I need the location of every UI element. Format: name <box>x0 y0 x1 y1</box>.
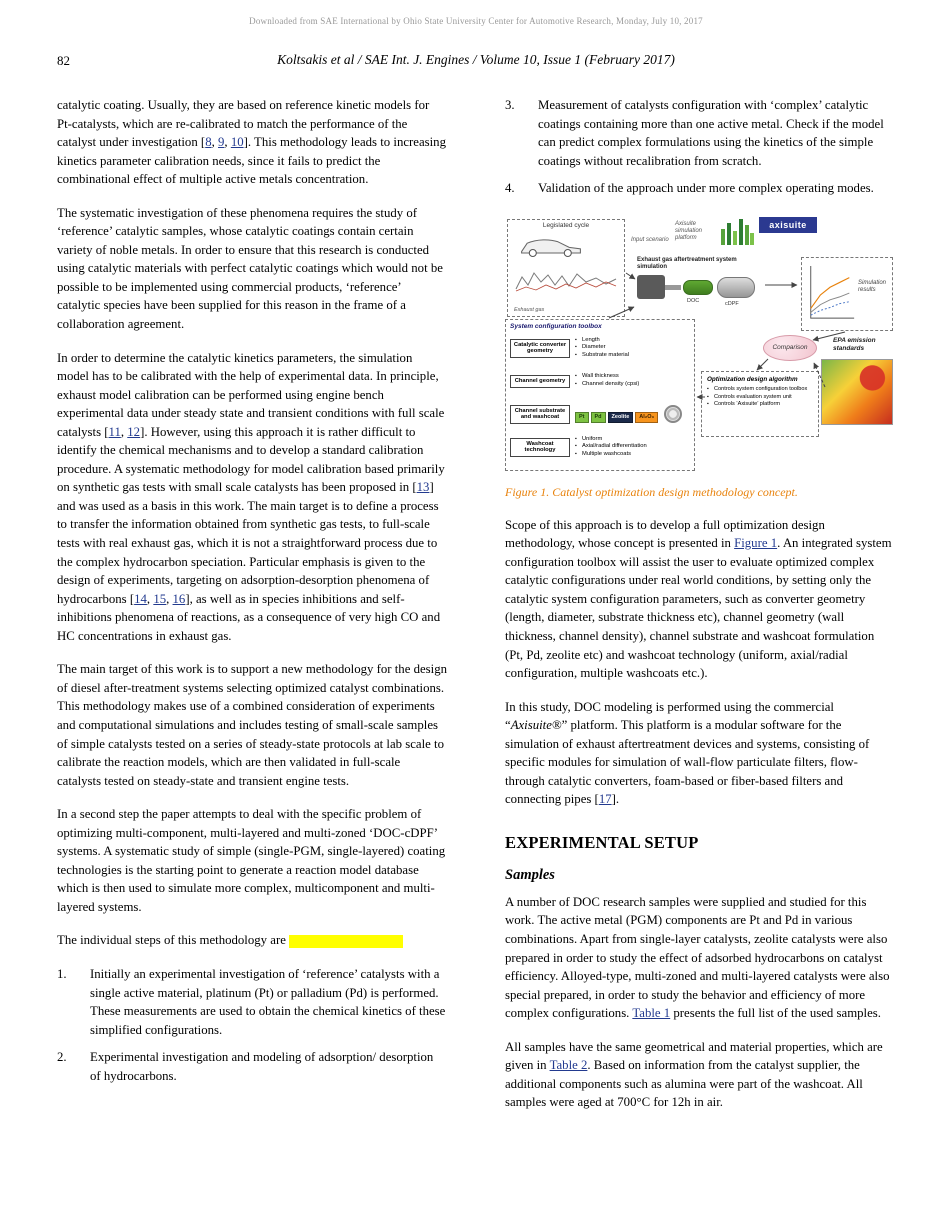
car-icon <box>516 232 586 260</box>
paragraph <box>57 660 447 790</box>
doc-converter-icon <box>683 280 713 295</box>
optimization-algorithm-box <box>701 371 819 437</box>
reference-link[interactable]: Table 1 <box>632 1006 671 1021</box>
green-bars-icon <box>719 215 755 247</box>
text-run: The systematic investigation of these phenomena requires the study of ‘reference’ catalytic samples, whose catalytic coatings contain certain variety of noble metals. In order to ensure that this research is conducted using catalytic materials with perfect catalytic coatings which would not be possible to be implemented using commercial products, ‘reference’ catalytic species have been supplied for this reason in the frame of a collaboration agreement. <box>57 205 443 332</box>
list-item <box>57 965 447 1039</box>
toolbox-title: System configuration toolbox <box>510 322 602 330</box>
toolbox-row-label: Channel geometry <box>510 375 570 388</box>
text-run: ]. However, using this approach it is rather difficult to identify the chemical mechanisms and to develop a standard calibration procedure. A systematic methodology for model calibration based primarily on synthetic gas tests with small scale catalysts has been proposed in [ <box>57 424 445 495</box>
text-run: catalytic coating. Usually, they are based on reference kinetic models for Pt-catalysts, which are re-calibrated to match the performance of the catalyst under investigation [ <box>57 98 430 150</box>
paragraph <box>505 516 895 683</box>
epa-standards-label: EPA emission standards <box>833 336 876 352</box>
text-run: All samples have the same geometrical and material properties, which are given in <box>505 1039 883 1073</box>
text-run: A number of DOC research samples were supplied and studied for this work. The active metal (PGM) components are Pt and Pd in various combinations. Apart from single-layer catalysts, zeolite catalysts were also prepared in order to study the effect of adsorbed hydrocarbons on catalyst efficiency. Alloyed-type, multi-zoned and multi-layered catalysts were also special prepared, in order to study the behavior and efficiency of more complex configurations. <box>505 894 890 1021</box>
text-run: presents the full list of the used samples. <box>670 1006 881 1021</box>
subsection-heading: Samples <box>505 866 555 883</box>
figure-1 <box>505 213 895 475</box>
text-run: . An integrated system configuration toolbox will assist the user to evaluate optimized complex catalytic configurations under real world conditions, by setting only the catalytic system configuration parameters, such as converter geometry (length, diameter, substrate thickness etc), channel geometry (wall thickness, channel density), channel substrate and washcoat formulation (Pt, Pd, zeolite etc) and washcoat technology (uniform, axial/radial configuration, multiple washcoats etc.). <box>505 536 892 681</box>
text-run: , <box>224 135 231 150</box>
reference-link[interactable]: 13 <box>416 480 430 495</box>
epa-emission-map <box>821 359 893 425</box>
list-number: 4. <box>505 181 515 196</box>
italic-text: Axisuite® <box>510 718 562 733</box>
list-number: 3. <box>505 98 515 112</box>
text-run: Scope of this approach is to develop a full optimization design methodology, whose concept is presented in <box>505 517 825 551</box>
paragraph <box>505 893 895 1023</box>
legislated-cycle-box <box>507 219 625 317</box>
toolbox-row-items <box>575 373 690 389</box>
material-chip: Pt <box>575 412 589 423</box>
text-run: , <box>211 135 219 150</box>
list-number: 1. <box>57 966 67 981</box>
toolbox-bullet: ▪ Diameter <box>575 344 690 352</box>
paragraph <box>57 931 447 950</box>
text-run: Validation of the approach under more complex operating modes. <box>538 181 874 196</box>
algorithm-bullet: ▪ Controls system configuration toolbox <box>707 386 813 394</box>
reference-link[interactable]: Figure 1 <box>734 536 778 551</box>
toolbox-row-label: Washcoat technology <box>510 438 570 457</box>
text-run: The main target of this work is to support a new methodology for the design of diesel after-treatment systems selecting optimized catalyst combinations. This methodology makes use of a combined consideration of experiments and computational simulations and includes testing of small-scale samples of simple catalysts tested on a series of steady-state protocols at lab scale to calibrate the reaction models, which are then validated in full-scale catalysts tested on steady-state and transient engine tests. <box>57 662 447 788</box>
right-column-bottom <box>505 516 895 1112</box>
reference-link[interactable]: Table 2 <box>549 1058 588 1073</box>
simulation-results-box <box>801 257 893 331</box>
toolbox-row-label: Channel substrate and washcoat <box>510 405 570 424</box>
simulation-results-label: Simulation results <box>858 279 887 294</box>
engine-icon <box>637 275 665 299</box>
list-item-text <box>538 98 884 168</box>
download-watermark: Downloaded from SAE International by Ohio State University Center for Automotive Research, Monday, July 10, 2017 <box>249 16 703 26</box>
toolbox-row <box>510 333 690 364</box>
yellow-highlight <box>289 935 403 948</box>
system-configuration-toolbox <box>505 319 695 471</box>
list-item-text <box>538 181 874 195</box>
axisuite-platform-label: Axisuite simulation platform <box>675 220 703 242</box>
toolbox-row <box>510 432 690 463</box>
results-chart <box>804 262 858 326</box>
text-run: . Based on information from the catalyst supplier, the additional components such as alumina were part of the washcoat. All samples were aged at 700°C for 12h in air. <box>505 1058 863 1110</box>
reference-link[interactable]: 17 <box>598 792 612 807</box>
toolbox-rows <box>510 333 690 463</box>
exhaust-pipe <box>665 285 681 290</box>
right-column <box>505 96 895 1127</box>
text-run: In this study, DOC modeling is performed using the commercial “ <box>505 699 834 733</box>
toolbox-bullet: ▪ Channel density (cpsi) <box>575 381 690 389</box>
exhaust-system-graphic <box>637 271 763 315</box>
numbered-list <box>505 96 895 198</box>
doc-label: DOC <box>687 297 700 304</box>
toolbox-row <box>510 399 690 430</box>
toolbox-row <box>510 366 690 397</box>
page-header <box>57 52 895 68</box>
toolbox-row-label: Catalytic converter geometry <box>510 339 570 358</box>
toolbox-bullet: ▪ Axial/radial differentiation <box>575 443 690 451</box>
section-heading: EXPERIMENTAL SETUP <box>505 832 699 852</box>
right-column-top <box>505 96 895 198</box>
list-item-text <box>90 967 445 1037</box>
numbered-list <box>57 965 447 1085</box>
list-item-text <box>90 1050 433 1083</box>
input-scenario-label: Input scenario <box>631 236 669 243</box>
page-number: 82 <box>57 53 70 68</box>
reference-link[interactable]: 16 <box>172 591 186 606</box>
figure-caption: Figure 1. Catalyst optimization design methodology concept. <box>505 484 798 499</box>
text-run: , <box>120 424 128 439</box>
toolbox-row-items <box>575 405 690 424</box>
algorithm-items <box>707 386 813 409</box>
left-column <box>57 96 447 1127</box>
list-item <box>505 96 895 170</box>
list-number: 2. <box>57 1050 67 1065</box>
toolbox-bullet: ▪ Multiple washcoats <box>575 451 690 459</box>
axisuite-logo: axisuite <box>759 217 817 233</box>
algorithm-bullet: ▪ Controls evaluation system unit <box>707 394 813 402</box>
washcoat-cross-section-icon <box>664 405 682 423</box>
text-run: ]. This methodology leads to increasing kinetics parameter calibration needs, since it fails to predict the combinational effect of multiple active metals concentration. <box>57 135 446 187</box>
paragraph <box>57 96 447 189</box>
exhaust-gas-label: Exhaust gas <box>514 306 545 313</box>
reference-link[interactable]: 14 <box>134 591 147 606</box>
text-run: In order to determine the catalytic kinetics parameters, the simulation model has to be calibrated with the help of experimental data. In principle, exhaust model calibration can be performed using engine bench experimental data under steady state and transient conditions with full scale catalysts [ <box>57 350 445 439</box>
text-run: ” platform. This platform is a modular software for the simulation of exhaust aftertreatment devices and systems, consisting of specific modules for simulation of wall-flow particulate filters, flow-through catalytic converters, foam-based or fiber-based filters and connecting pipes [ <box>505 718 870 807</box>
cdpf-label: cDPF <box>725 300 739 307</box>
toolbox-bullet: ▪ Substrate material <box>575 352 690 360</box>
paragraph <box>505 1038 895 1112</box>
two-column-body <box>57 96 895 1127</box>
reference-link[interactable]: 12 <box>127 424 141 439</box>
toolbox-row-items <box>575 436 690 459</box>
text-run: The individual steps of this methodology are <box>57 933 290 948</box>
reference-link[interactable]: 11 <box>108 424 121 439</box>
comparison-ellipse: Comparison <box>763 335 817 361</box>
reference-link[interactable]: 9 <box>218 135 225 150</box>
toolbox-row-items <box>575 337 690 360</box>
cdpf-filter-icon <box>717 277 755 298</box>
list-item <box>57 1048 447 1085</box>
toolbox-bullet: ▪ Length <box>575 337 690 345</box>
legislated-cycle-label: Legislated cycle <box>542 221 590 229</box>
text-run: Initially an experimental investigation of ‘reference’ catalysts with a single active material, platinum (Pt) or palladium (Pd) is performed. These measurements are used to obtain the chemical kinetics of these simplified configurations. <box>90 966 446 1037</box>
figure-canvas <box>505 213 895 475</box>
exhaust-simulation-label: Exhaust gas aftertreatment system simulation <box>637 256 737 270</box>
text-run: ], as well as in species inhibitions and self-inhibitions phenomena of reactions, as a consequence of very high CO and HC concentrations in exhaust gas. <box>57 591 441 643</box>
reference-link[interactable]: 10 <box>230 135 244 150</box>
reference-link[interactable]: 8 <box>205 135 212 150</box>
algorithm-title: Optimization design algorithm <box>707 375 798 383</box>
text-run: In a second step the paper attempts to deal with the specific problem of optimizing multi-component, multi-layered and multi-zoned ‘DOC-cDPF’ systems. A systematic study of simple (single-PGM, single-layered) coating technologies is the starting point to generate a reaction model database which is then used to simulate more complex, multicomponent and multi-layered systems. <box>57 807 446 914</box>
material-chip: Zeolite <box>608 412 634 423</box>
list-item <box>505 179 895 198</box>
reference-link[interactable]: 15 <box>153 591 167 606</box>
text-run: ] and was used as a basis in this work. The main target is to define a process to transfer the information obtained from synthetic gas tests, to full-scale tests with real exhaust gas, which it is not a straightforward process due to the complex hydrocarbon speciation. Particular emphasis is given to the design of experiments, targeting on adsorption-desorption phenomena of hydrocarbons [ <box>57 480 439 606</box>
running-title: Koltsakis et al / SAE Int. J. Engines / Volume 10, Issue 1 (February 2017) <box>277 52 675 67</box>
algorithm-bullet: ▪ Controls ‘Axisuite’ platform <box>707 401 813 409</box>
text-run: Measurement of catalysts configuration with ‘complex’ catalytic coatings containing more than one active metal. Check if the model can predict complex formulations using the kinetics of the simple coatings without recalibration from scratch. <box>538 98 884 168</box>
text-run: Experimental investigation and modeling of adsorption/ desorption of hydrocarbons. <box>90 1050 434 1083</box>
toolbox-bullet: ▪ Wall thickness <box>575 373 690 381</box>
toolbox-bullet: ▪ Uniform <box>575 436 690 444</box>
text-run: , <box>166 591 173 606</box>
text-run: ]. <box>611 792 620 807</box>
paragraph <box>57 349 447 646</box>
material-chip: Al₂O₃ <box>635 412 658 423</box>
material-chip: Pd <box>591 412 606 423</box>
speed-trace-plot <box>514 264 618 296</box>
paragraph <box>57 204 447 334</box>
paragraph <box>505 698 895 809</box>
text-run: , <box>146 591 154 606</box>
paragraph <box>57 805 447 916</box>
